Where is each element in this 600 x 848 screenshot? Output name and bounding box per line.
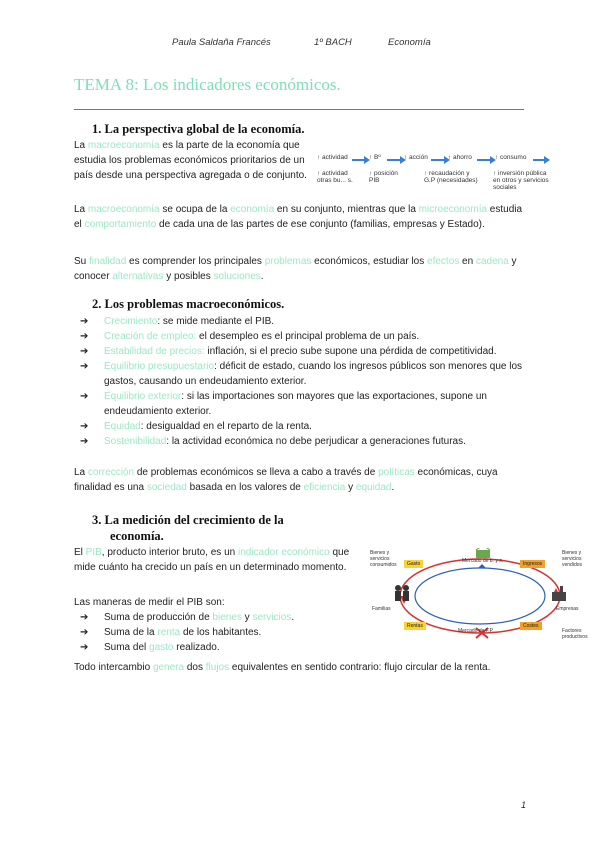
gasto-box: Gasto [404, 560, 423, 568]
basket-icon [476, 548, 490, 558]
flow-arrow [477, 159, 491, 161]
list-item: ➔ Suma de producción de bienes y servicios. [80, 612, 295, 623]
s1-paragraph-3: Su finalidad es comprender los principales problemas económicos, estudiar los efectos en cadena y conocer alternativas y posibles soluciones. [74, 256, 517, 282]
s3-paragraph-3: Todo intercambio genera dos flujos equivalentes en sentido contrario: flujo circular de la renta. [74, 662, 491, 673]
flow-top-3: ↑ ahorro [448, 154, 472, 161]
title-divider [74, 109, 524, 110]
page-number: 1 [521, 800, 527, 810]
macro-problems-list [80, 314, 525, 449]
list-item: ➔ Estabilidad de precios: inflación, si el precio sube supone una pérdida de competitividad. [80, 346, 497, 357]
causal-flow-diagram [315, 152, 555, 192]
flow-bottom-1: ↑ posición PIB [369, 170, 398, 184]
flow-arrow [387, 159, 401, 161]
list-item: ➔ Sostenibilidad: la actividad económica no debe perjudicar a generaciones futuras. [80, 436, 466, 447]
list-item: ➔ Suma de la renta de los habitantes. [80, 627, 262, 638]
s1-paragraph-2: La macroeconomía se ocupa de la economía en su conjunto, mientras que la microeconomía estudia el comportamiento de cada una de las partes de ese conjunto (familias, empresas y Estado). [74, 204, 523, 230]
pib-methods-list [80, 610, 380, 655]
flow-bottom-3: ↑ inversión pública en otros y servicios sociales [493, 170, 549, 191]
header-author: Paula Saldaña Francés [172, 37, 271, 48]
flow-top-1: ↑ Bº [369, 154, 381, 161]
header-course: 1º BACH [314, 37, 352, 48]
costes-box: Costes [520, 622, 542, 630]
list-item: ➔ Crecimiento: se mide mediante el PIB. [80, 316, 275, 327]
flow-bottom-2: ↑ recaudación y G.P (necesidades) [424, 170, 478, 184]
flow-bottom-0: ↑ actividad otras bu... s. [317, 170, 353, 184]
left-top-label: Bienes y servicios consumidos [370, 550, 397, 568]
flow-arrow [352, 159, 365, 161]
header-subject: Economía [388, 37, 431, 48]
list-item: ➔ Creación de empleo: el desempleo es el principal problema de un país. [80, 331, 420, 342]
market-goods-label: Mercado de b. y s. [462, 558, 504, 564]
flow-top-2: ↑ acción [404, 154, 428, 161]
list-item: ➔ Suma del gasto realizado. [80, 642, 220, 653]
flow-arrow [431, 159, 445, 161]
section-1-heading: 1. La perspectiva global de la economía. [92, 122, 305, 136]
families-label: Familias [372, 606, 391, 612]
s2-paragraph: La corrección de problemas económicos se lleva a cabo a través de políticas económicas, cuya finalidad es una sociedad basada en los valores de eficiencia y equidad. [74, 467, 498, 493]
flow-top-0: ↑ actividad [317, 154, 348, 161]
rentas-box: Rentas [404, 622, 426, 630]
s3-paragraph-2: Las maneras de medir el PIB son: [74, 597, 225, 608]
list-item: ➔ Equilibrio exterior: si las importaciones son mayores que las exportaciones, supone un endeudamiento exterior. [80, 391, 487, 417]
market-factors-label: Mercado de F.P. [458, 628, 494, 634]
right-bottom-label: Factores productivos [562, 628, 588, 640]
firms-label: Empresas [556, 606, 579, 612]
list-item: ➔ Equidad: desigualdad en el reparto de la renta. [80, 421, 312, 432]
list-item: ➔ Equilibrio presupuestario: déficit de estado, cuando los ingresos públicos son menores que los gastos, causando un endeudamiento exterior. [80, 361, 523, 387]
right-top-label: Bienes y servicios vendidos [562, 550, 583, 568]
section-3-heading-cont: economía. [110, 529, 164, 543]
ingresos-box: Ingresos [520, 560, 545, 568]
page-title: TEMA 8: Los indicadores económicos. [74, 75, 341, 94]
s1-intro: La macroeconomía es la parte de la economía que estudia los problemas económicos prioritarios de un país desde una perspectiva agregada o de conjunto. [74, 140, 307, 181]
circular-flow-diagram [370, 548, 590, 643]
flow-arrow [533, 159, 545, 161]
flow-top-4: ↑ consumo [495, 154, 527, 161]
section-3-heading: 3. La medición del crecimiento de la [92, 513, 284, 527]
s3-paragraph-1: El PIB, producto interior bruto, es un indicador económico que mide cuánto ha crecido un país en un determinado momento. [74, 547, 350, 573]
section-2-heading: 2. Los problemas macroeconómicos. [92, 297, 285, 311]
